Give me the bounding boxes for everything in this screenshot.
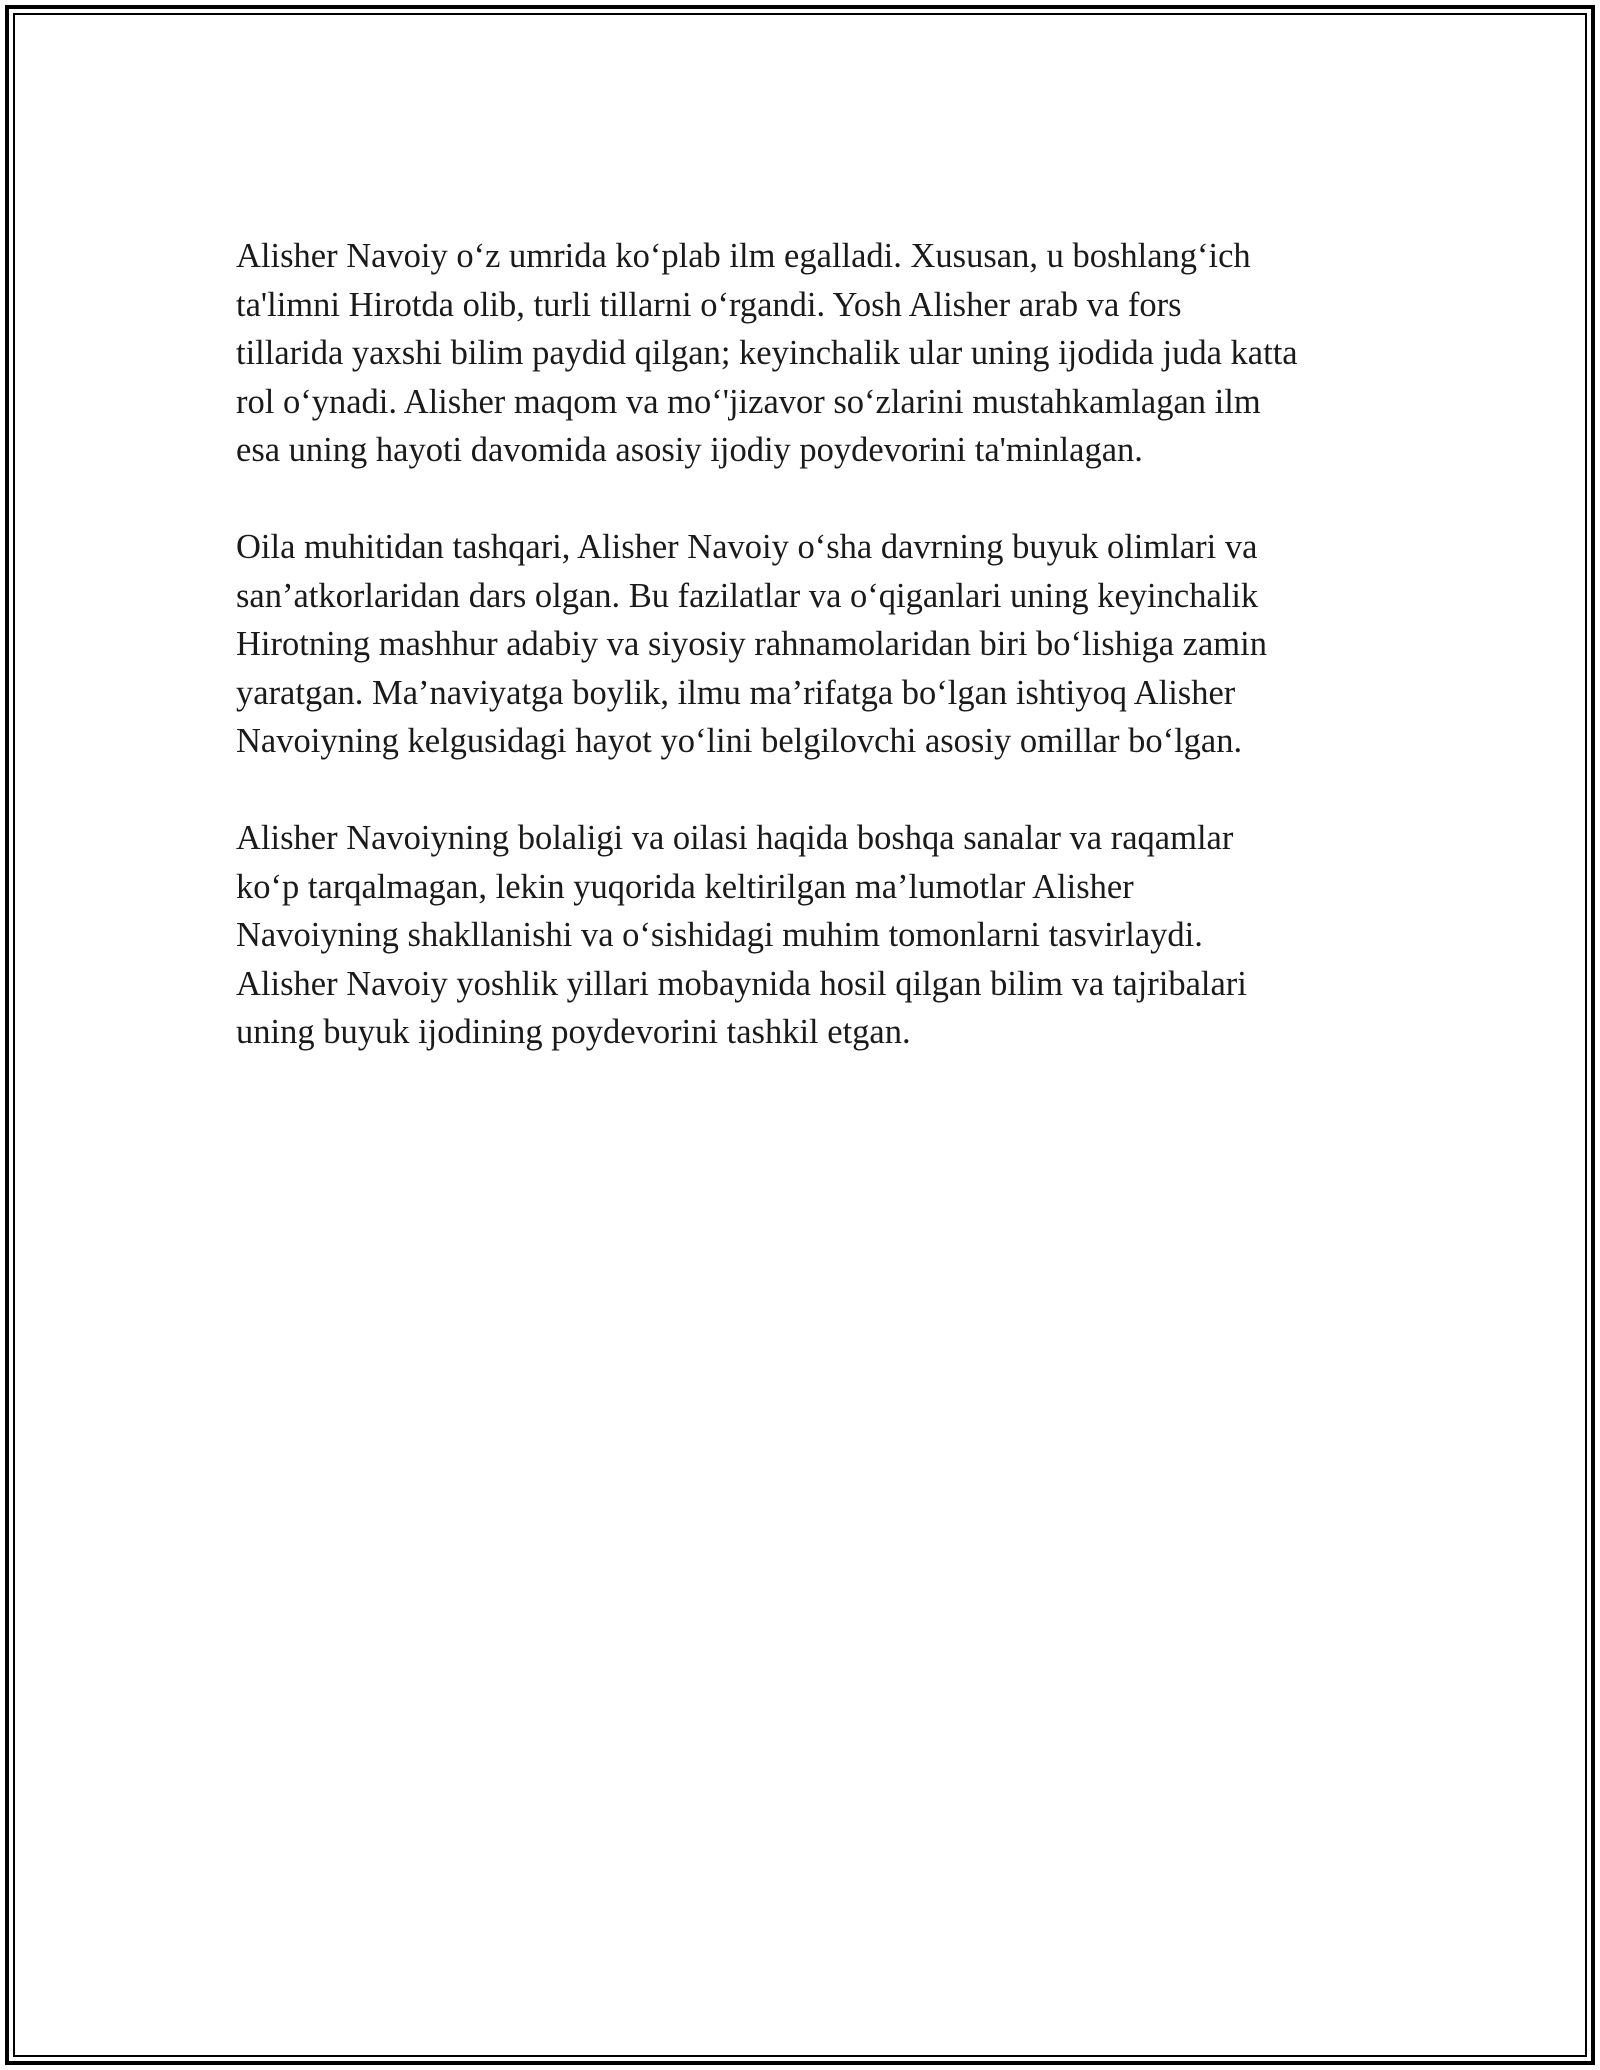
paragraph-line: rol o‘ynadi. Alisher maqom va mo‘'jizavor so‘zlarini mustahkamlagan ilm [236,382,1261,421]
paragraph-line: Alisher Navoiyning bolaligi va oilasi haqida boshqa sanalar va raqamlar [236,819,1234,857]
paragraph-line: ta'limni Hirotda olib, turli tillarni o‘rgandi. Yosh Alisher arab va fors [236,285,1182,324]
paragraph-line: esa uning hayoti davomida asosiy ijodiy poydevorini ta'minlagan. [236,431,1143,469]
paragraph-line: Alisher Navoiy yoshlik yillari mobaynida hosil qilgan bilim va tajribalari [236,964,1247,1003]
paragraph-line: san’atkorlaridan dars olgan. Bu fazilatlar va o‘qiganlari uning keyinchalik [236,576,1259,615]
paragraph-line: Oila muhitidan tashqari, Alisher Navoiy o‘sha davrning buyuk olimlari va [236,528,1258,566]
paragraph-line: ko‘p tarqalmagan, lekin yuqorida keltirilgan ma’lumotlar Alisher [236,867,1134,906]
paragraph-3 [236,814,1386,1057]
document-body [236,232,1386,1105]
paragraph-line: tillarida yaxshi bilim paydid qilgan; keyinchalik ular uning ijodida juda katta [236,334,1298,372]
paragraph-line: uning buyuk ijodining poydevorini tashkil etgan. [236,1013,911,1051]
paragraph-1 [236,232,1386,475]
paragraph-line: Alisher Navoiy o‘z umrida ko‘plab ilm egalladi. Xususan, u boshlang‘ich [236,237,1251,275]
paragraph-line: Hirotning mashhur adabiy va siyosiy rahnamolaridan biri bo‘lishiga zamin [236,625,1267,663]
paragraph-2 [236,523,1386,766]
paragraph-line: yaratgan. Ma’naviyatga boylik, ilmu ma’rifatga bo‘lgan ishtiyoq Alisher [236,673,1236,712]
paragraph-line: Navoiyning kelgusidagi hayot yo‘lini belgilovchi asosiy omillar bo‘lgan. [236,722,1243,760]
paragraph-line: Navoiyning shakllanishi va o‘sishidagi muhim tomonlarni tasvirlaydi. [236,916,1203,954]
